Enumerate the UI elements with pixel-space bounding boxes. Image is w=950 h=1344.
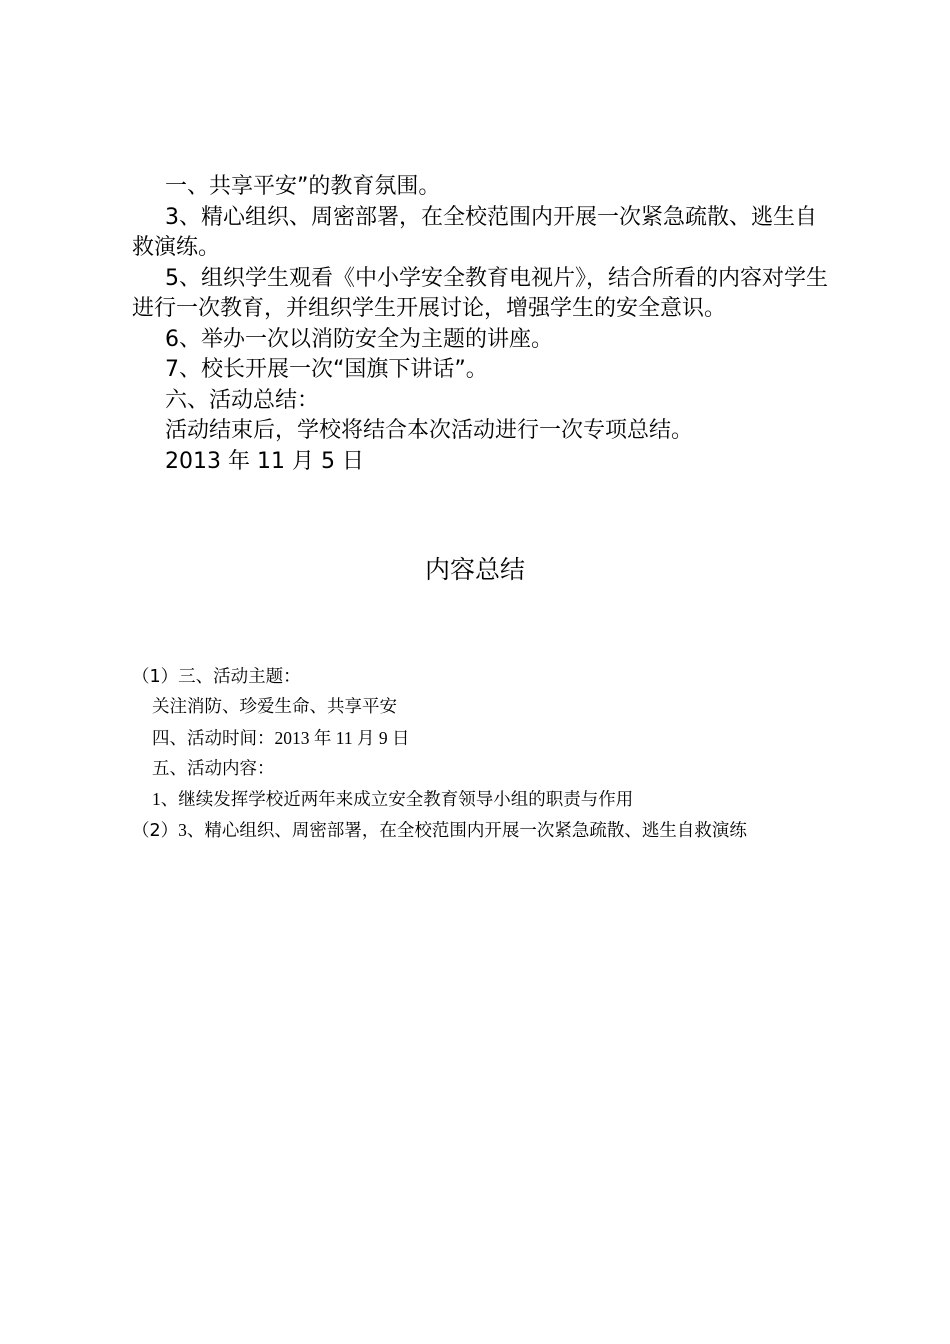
summary-title: 内容总结 <box>424 555 525 584</box>
document-body <box>132 172 832 477</box>
summary-theme: 关注消防、珍爱生命、共享平安 <box>152 697 397 718</box>
summary-item-1-text: 、继续发挥学校近两年来成立安全教育领导小组的职责与作用 <box>160 790 634 811</box>
body-line-8: 2013 年 11 月 5 日 <box>165 448 364 474</box>
summary-paragraph-2-text: 、精心组织、周密部署，在全校范围内开展一次紧急疏散、逃生自救演练 <box>186 821 747 842</box>
summary-time-value: 2013 年 11 月 9 日 <box>274 727 410 748</box>
body-line-5: 7、校长开展一次“国旗下讲话”。 <box>165 357 488 382</box>
summary-marker-2: （2） <box>132 821 179 842</box>
body-line-1: 一、共享平安”的教育氛围。 <box>165 174 441 199</box>
summary-content-label: 五、活动内容： <box>152 758 275 779</box>
summary-theme-label: 三、活动主题： <box>178 667 301 687</box>
body-line-4: 6、举办一次以消防安全为主题的讲座。 <box>165 326 553 352</box>
body-line-6: 六、活动总结： <box>165 387 320 413</box>
summary-marker-1: （1） <box>132 667 179 687</box>
summary-item-1-number: 1 <box>152 789 161 810</box>
summary-item-1 <box>132 784 832 815</box>
summary-paragraph-2-number: 3 <box>178 820 187 841</box>
body-line-3: 5、组织学生观看《中小学安全教育电视片》，结合所看的内容对学生进行一次教育，并组织学生开展讨论，增强学生的安全意识。 <box>132 265 828 321</box>
body-line-7: 活动结束后，学校将结合本次活动进行一次专项总结。 <box>165 418 694 443</box>
summary-time <box>132 723 832 754</box>
body-line-2: 3、精心组织、周密部署，在全校范围内开展一次紧急疏散、逃生自救演练。 <box>132 204 817 260</box>
summary-paragraph-2 <box>132 815 832 846</box>
summary-paragraph-1 <box>132 662 832 692</box>
summary-section <box>132 662 832 847</box>
summary-time-label: 四、活动时间： <box>152 728 275 749</box>
